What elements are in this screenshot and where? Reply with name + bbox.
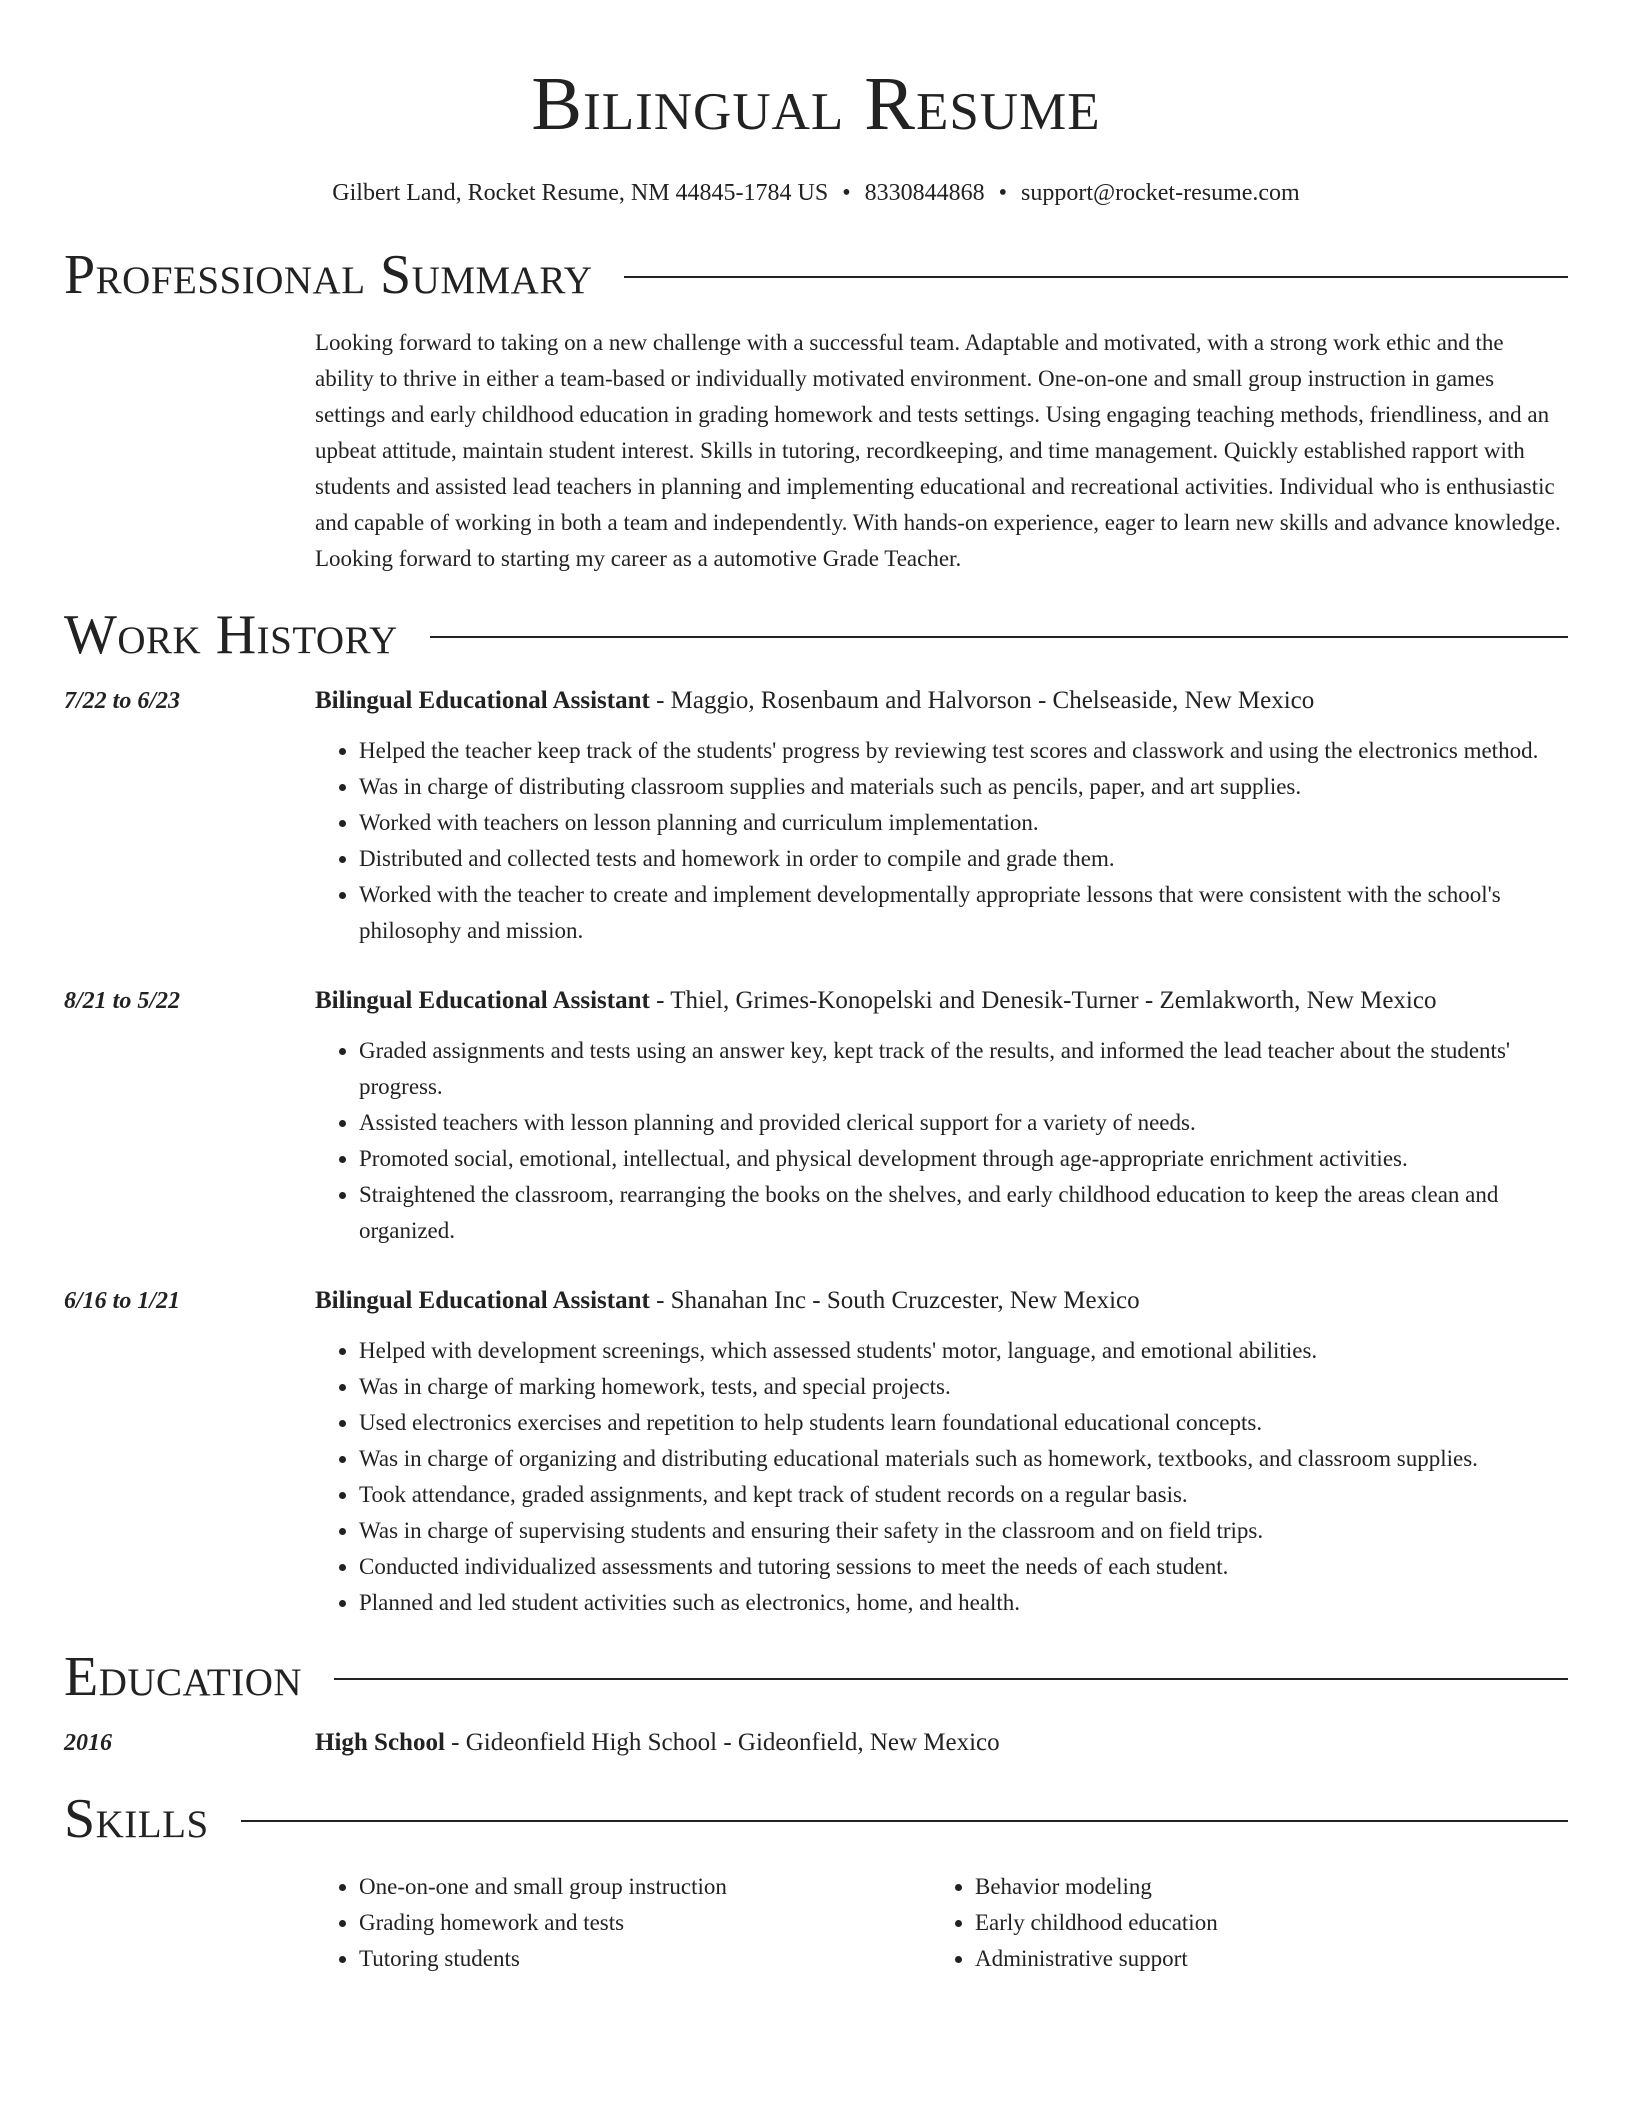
skills-column-right xyxy=(931,1869,1218,1977)
list-item: • Was in charge of organizing and distributing educational materials such as homework, textbooks, and classroom supplies. xyxy=(359,1441,1568,1477)
education-header xyxy=(315,1725,1568,1761)
skills-column-left xyxy=(315,1869,931,1977)
job-entry xyxy=(0,683,1632,949)
contact-phone: 8330844868 xyxy=(864,180,985,206)
list-item: • Worked with teachers on lesson planning and curriculum implementation. xyxy=(359,805,1568,841)
separator-dot: • xyxy=(842,180,851,206)
section-title-work: Work History xyxy=(64,604,398,666)
list-item: • Planned and led student activities such as electronics, home, and health. xyxy=(359,1585,1568,1621)
job-role: Bilingual Educational Assistant xyxy=(315,1287,650,1314)
job-role: Bilingual Educational Assistant xyxy=(315,987,650,1014)
job-date: 6/16 to 1/21 xyxy=(64,1288,181,1314)
job-header xyxy=(315,983,1568,1019)
job-company: - Thiel, Grimes-Konopelski and Denesik-Turner - Zemlakworth, New Mexico xyxy=(649,987,1437,1014)
work-history-list xyxy=(0,683,1632,1621)
section-divider xyxy=(241,1820,1568,1822)
contact-email: support@rocket-resume.com xyxy=(1021,180,1300,206)
section-title-education: Education xyxy=(64,1646,303,1708)
separator-dot: • xyxy=(998,180,1008,206)
summary-text: Looking forward to taking on a new challenge with a successful team. Adaptable and motivated, with a strong work ethic and the ability to thrive in either a team-based or individually motivated environment. One-on-one and small group instruction in games settings and early childhood education in grading homework and tests settings. Using engaging teaching methods, friendliness, and an upbeat attitude, maintain student interest. Skills in tutoring, recordkeeping, and time management. Quickly established rapport with students and assisted lead teachers in planning and implementing educational and recreational activities. Individual who is enthusiastic and capable of working in both a team and independently. With hands-on experience, eager to learn new skills and advance knowledge. Looking forward to starting my career as a automotive Grade Teacher. xyxy=(315,330,1561,571)
list-item: • Assisted teachers with lesson planning and provided clerical support for a variety of needs. xyxy=(359,1105,1568,1141)
list-item: • Conducted individualized assessments and tutoring sessions to meet the needs of each student. xyxy=(359,1549,1568,1585)
section-title-skills: Skills xyxy=(64,1788,209,1850)
job-role: Bilingual Educational Assistant xyxy=(315,687,650,714)
skill-item: • Grading homework and tests xyxy=(359,1905,931,1941)
list-item: • Graded assignments and tests using an answer key, kept track of the results, and informed the lead teacher about the students' progress. xyxy=(359,1033,1568,1105)
skill-item: • One-on-one and small group instruction xyxy=(359,1869,931,1905)
list-item: • Helped with development screenings, which assessed students' motor, language, and emotional abilities. xyxy=(359,1333,1568,1369)
section-divider xyxy=(430,636,1568,638)
list-item: • Worked with the teacher to create and implement developmentally appropriate lessons that were consistent with the school's philosophy and mission. xyxy=(359,877,1568,949)
list-item: • Was in charge of supervising students and ensuring their safety in the classroom and on field trips. xyxy=(359,1513,1568,1549)
work-section-heading xyxy=(64,604,1568,666)
summary-section-heading xyxy=(64,244,1568,306)
skill-item: • Early childhood education xyxy=(975,1905,1218,1941)
resume-title: Bilingual Resume xyxy=(531,62,1101,146)
job-company: - Shanahan Inc - South Cruzcester, New Mexico xyxy=(649,1287,1140,1314)
job-bullets xyxy=(315,1333,1568,1621)
list-item: • Straightened the classroom, rearranging the books on the shelves, and early childhood education to keep the areas clean and organized. xyxy=(359,1177,1568,1249)
skills-list xyxy=(315,1869,1568,1977)
job-bullets xyxy=(315,733,1568,949)
education-section-heading xyxy=(64,1646,1568,1708)
job-entry xyxy=(0,1283,1632,1621)
education-entry xyxy=(0,1725,1632,1761)
skill-item: • Tutoring students xyxy=(359,1941,931,1977)
job-header xyxy=(315,683,1568,719)
list-item: • Took attendance, graded assignments, and kept track of student records on a regular basis. xyxy=(359,1477,1568,1513)
list-item: • Was in charge of marking homework, tests, and special projects. xyxy=(359,1369,1568,1405)
job-company: - Maggio, Rosenbaum and Halvorson - Chelseaside, New Mexico xyxy=(649,687,1315,714)
section-title-summary: Professional Summary xyxy=(64,244,593,306)
section-divider xyxy=(624,276,1568,278)
job-bullets xyxy=(315,1033,1568,1249)
job-header xyxy=(315,1283,1568,1319)
list-item: • Distributed and collected tests and homework in order to compile and grade them. xyxy=(359,841,1568,877)
skill-item: • Behavior modeling xyxy=(975,1869,1218,1905)
job-date: 7/22 to 6/23 xyxy=(64,688,181,714)
skills-section-heading xyxy=(64,1788,1568,1850)
list-item: • Was in charge of distributing classroom supplies and materials such as pencils, paper, and art supplies. xyxy=(359,769,1568,805)
education-degree: High School xyxy=(315,1729,445,1756)
skill-item: • Administrative support xyxy=(975,1941,1218,1977)
section-divider xyxy=(334,1678,1568,1680)
contact-line xyxy=(0,180,1632,207)
list-item: • Promoted social, emotional, intellectual, and physical development through age-appropriate enrichment activities. xyxy=(359,1141,1568,1177)
job-entry xyxy=(0,983,1632,1249)
education-date: 2016 xyxy=(64,1730,112,1756)
list-item: • Used electronics exercises and repetition to help students learn foundational educational concepts. xyxy=(359,1405,1568,1441)
list-item: • Helped the teacher keep track of the students' progress by reviewing test scores and classwork and using the electronics method. xyxy=(359,733,1568,769)
education-school: - Gideonfield High School - Gideonfield, New Mexico xyxy=(444,1729,1000,1756)
contact-address: Gilbert Land, Rocket Resume, NM 44845-1784 US xyxy=(332,180,829,206)
job-date: 8/21 to 5/22 xyxy=(64,988,181,1014)
